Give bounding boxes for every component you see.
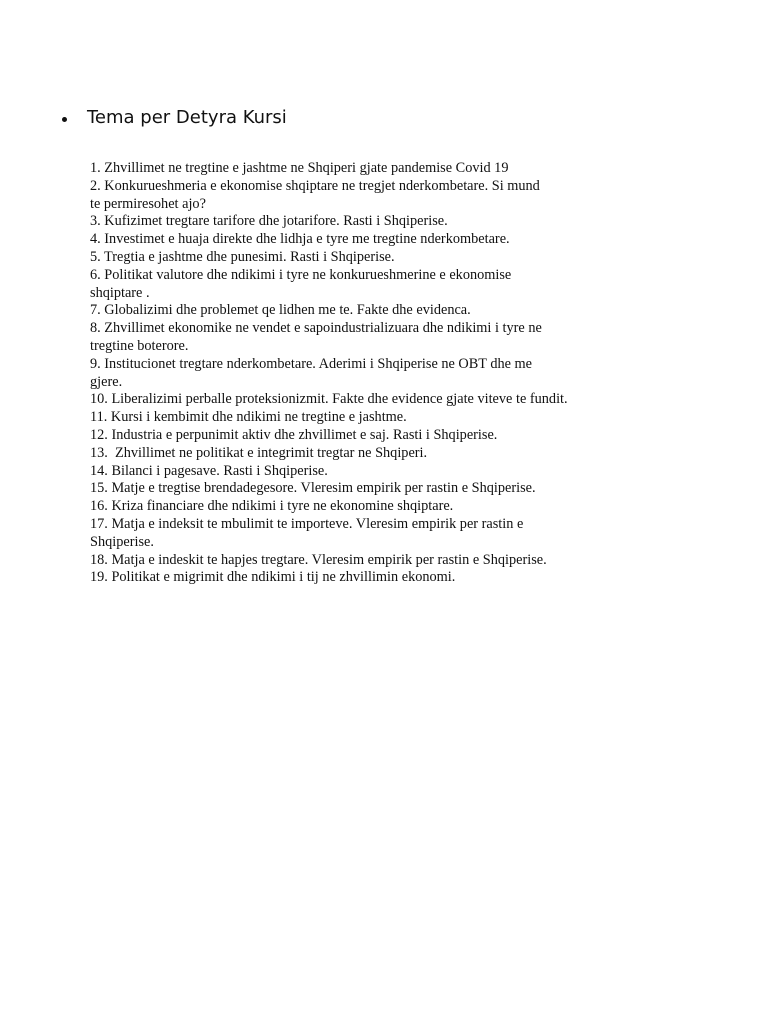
topic-line: 15. Matje e tregtise brendadegesore. Vleresim empirik per rastin e Shqiperise. [90, 480, 536, 497]
topic-line: tregtine boterore. [90, 337, 189, 354]
heading-list-item [62, 106, 287, 130]
topic-line: te permiresohet ajo? [90, 195, 206, 212]
topic-line: 2. Konkurueshmeria e ekonomise shqiptare ne tregjet nderkombetare. Si mund [90, 177, 540, 194]
topic-line: 16. Kriza financiare dhe ndikimi i tyre ne ekonomine shqiptare. [90, 498, 454, 515]
topic-line: 3. Kufizimet tregtare tarifore dhe jotarifore. Rasti i Shqiperise. [90, 213, 448, 230]
page-title: Tema per Detyra Kursi [87, 107, 287, 128]
topic-line: 12. Industria e perpunimit aktiv dhe zhvillimet e saj. Rasti i Shqiperise. [90, 426, 498, 443]
topic-line: 14. Bilanci i pagesave. Rasti i Shqiperise. [90, 462, 328, 479]
topic-line: 10. Liberalizimi perballe proteksionizmit. Fakte dhe evidence gjate viteve te fundit. [90, 391, 568, 408]
bullet-icon [62, 117, 67, 122]
topic-line: 6. Politikat valutore dhe ndikimi i tyre ne konkurueshmerine e ekonomise [90, 266, 512, 283]
topic-line: 7. Globalizimi dhe problemet qe lidhen me te. Fakte dhe evidenca. [90, 302, 471, 319]
topic-line: 11. Kursi i kembimit dhe ndikimi ne tregtine e jashtme. [90, 409, 407, 426]
topic-line: gjere. [90, 373, 123, 390]
topic-line: Shqiperise. [90, 533, 154, 550]
topic-line: 19. Politikat e migrimit dhe ndikimi i tij ne zhvillimin ekonomi. [90, 569, 456, 586]
topic-line: 1. Zhvillimet ne tregtine e jashtme ne Shqiperi gjate pandemise Covid 19 [90, 160, 509, 176]
topic-line: 8. Zhvillimet ekonomike ne vendet e sapoindustrializuara dhe ndikimi i tyre ne [90, 320, 542, 337]
topic-line: 13. Zhvillimet ne politikat e integrimit tregtar ne Shqiperi. [90, 444, 428, 461]
topic-line: 18. Matja e indeskit te hapjes tregtare. Vleresim empirik per rastin e Shqiperise. [90, 551, 547, 568]
topic-line: 4. Investimet e huaja direkte dhe lidhja e tyre me tregtine nderkombetare. [90, 231, 510, 248]
topic-line: shqiptare . [90, 284, 150, 301]
topic-list [90, 160, 610, 587]
topic-line: 17. Matja e indeksit te mbulimit te importeve. Vleresim empirik per rastin e [90, 515, 524, 532]
topic-line: 5. Tregtia e jashtme dhe punesimi. Rasti i Shqiperise. [90, 248, 395, 265]
topic-line: 9. Institucionet tregtare nderkombetare. Aderimi i Shqiperise ne OBT dhe me [90, 355, 533, 372]
